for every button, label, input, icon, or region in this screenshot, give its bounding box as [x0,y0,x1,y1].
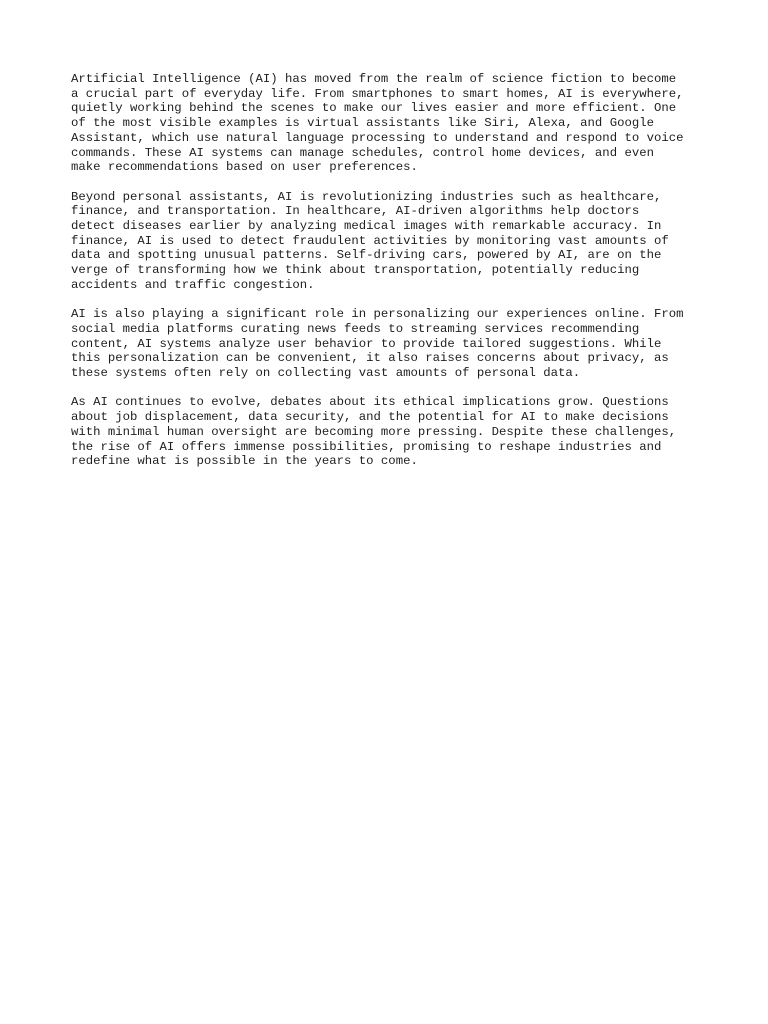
text-line: accidents and traffic congestion. [71,277,315,292]
text-line: social media platforms curating news feeds to streaming services recommending [71,321,640,336]
text-line: content, AI systems analyze user behavior to provide tailored suggestions. While [71,336,662,351]
text-line: this personalization can be convenient, it also raises concerns about privacy, as [71,351,669,366]
text-line: finance, AI is used to detect fraudulent activities by monitoring vast amounts of [71,233,669,248]
text-line: make recommendations based on user preferences. [71,160,418,175]
text-line: Artificial Intelligence (AI) has moved from the realm of science fiction to become [71,72,677,86]
text-line: about job displacement, data security, and the potential for AI to make decisions [71,410,669,425]
document-body [71,72,711,484]
text-line: quietly working behind the scenes to make our lives easier and more efficient. One [71,101,677,116]
text-line: these systems often rely on collecting vast amounts of personal data. [71,366,581,381]
text-line: a crucial part of everyday life. From smartphones to smart homes, AI is everywhere, [71,86,684,101]
paragraph-intro [71,72,711,175]
text-line: data and spotting unusual patterns. Self-driving cars, powered by AI, are on the [71,248,662,263]
text-line: the rise of AI offers immense possibilities, promising to reshape industries and [71,439,662,454]
text-line: of the most visible examples is virtual assistants like Siri, Alexa, and Google [71,116,654,131]
text-line: redefine what is possible in the years to come. [71,454,418,469]
paragraph-personalization [71,307,711,381]
text-line: As AI continues to evolve, debates about its ethical implications grow. Questions [71,395,669,410]
text-line: with minimal human oversight are becoming more pressing. Despite these challenges, [71,424,677,439]
text-line: detect diseases earlier by analyzing medical images with remarkable accuracy. In [71,219,662,234]
text-line: verge of transforming how we think about transportation, potentially reducing [71,263,640,278]
text-line: Beyond personal assistants, AI is revolutionizing industries such as healthcare, [71,189,662,204]
paragraph-ethics [71,395,711,469]
paragraph-industries [71,190,711,293]
text-line: Assistant, which use natural language processing to understand and respond to voice [71,130,684,145]
text-line: commands. These AI systems can manage schedules, control home devices, and even [71,145,654,160]
text-line: AI is also playing a significant role in personalizing our experiences online. From [71,307,684,322]
text-line: finance, and transportation. In healthcare, AI-driven algorithms help doctors [71,204,640,219]
